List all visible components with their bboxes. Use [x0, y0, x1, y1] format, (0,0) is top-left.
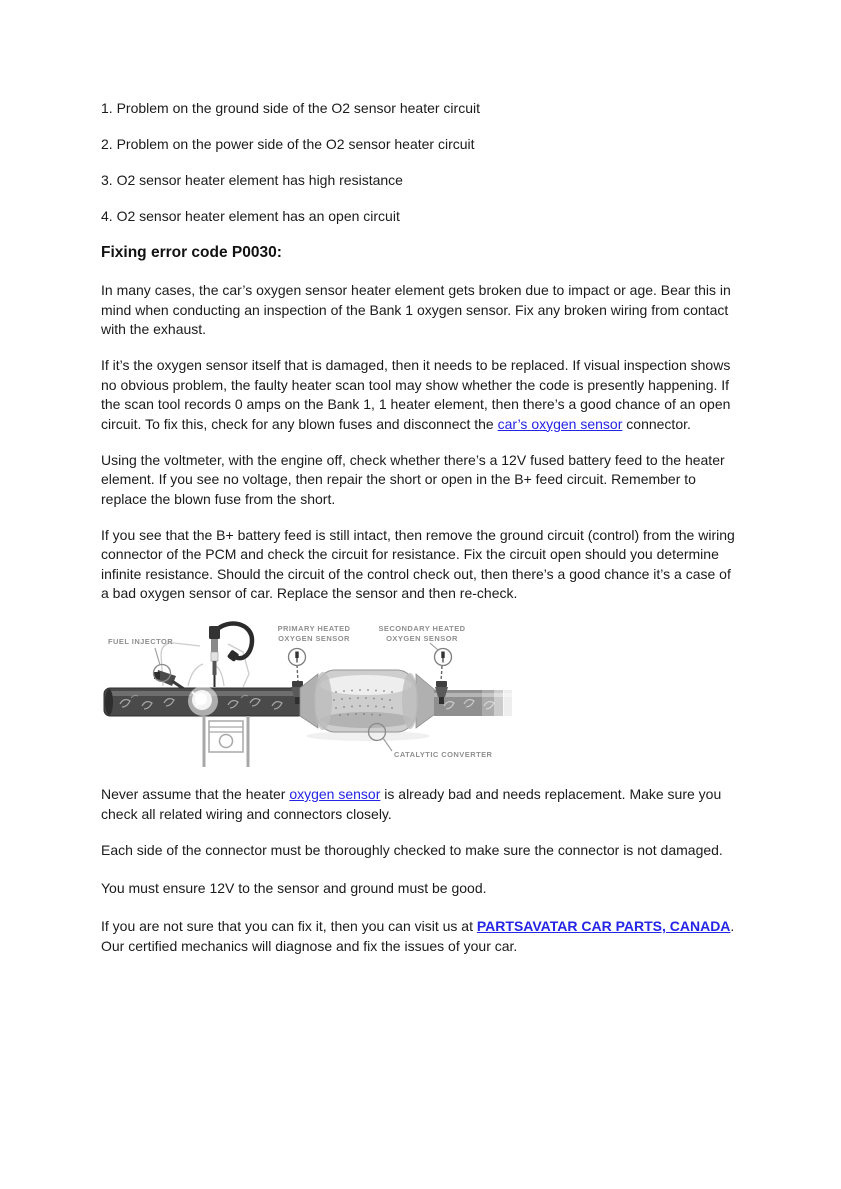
paragraph-inspection-tail: connector. [622, 415, 691, 432]
link-partsavatar[interactable]: PARTSAVATAR CAR PARTS, CANADA [476, 918, 731, 934]
list-item-4: 4. O2 sensor heater element has an open circuit [101, 208, 400, 224]
primary-sensor-label-line1: PRIMARY HEATED [277, 624, 351, 633]
secondary-sensor-label-line2: OXYGEN SENSOR [386, 634, 458, 643]
link-cars-oxygen-sensor[interactable]: car’s oxygen sensor [497, 415, 623, 432]
link-oxygen-sensor[interactable]: oxygen sensor [289, 786, 381, 802]
paragraph-inspection-text: If it’s the oxygen sensor itself that is damaged, then it needs to be replaced. If visual inspection shows no obvious problem, the faulty heater scan tool may show whether the code is presently happening. If the scan tool records 0 amps on the Bank 1, 1 heater element, then there’s a good chance of an open circuit. To fix this, check for any blown fuses and disconnect the [101, 357, 731, 432]
paragraph-never-assume [101, 785, 739, 824]
list-item-2: 2. Problem on the power side of the O2 sensor heater circuit [101, 136, 475, 152]
paragraph-ensure: You must ensure 12V to the sensor and ground must be good. [101, 880, 487, 896]
paragraph-bplus: If you see that the B+ battery feed is still intact, then remove the ground circuit (control) from the wiring connector of the PCM and check the circuit for resistance. Fix the circuit open should you determine infinite resistance. Should the circuit of the control check out, then there’s a good chance it’s a case of a bad oxygen sensor of car. Replace the sensor and then re-check. [101, 526, 735, 601]
exhaust-pipe-left [104, 686, 304, 716]
document-content [101, 99, 739, 973]
secondary-sensor-label-line1: SECONDARY HEATED [378, 624, 466, 633]
paragraph-visit-tail: . Our certified mechanics will diagnose and fix the issues of your car. [101, 918, 735, 954]
paragraph-impact: In many cases, the car’s oxygen sensor heater element gets broken due to impact or age. Bear this in mind when conducting an inspection of the Bank 1 oxygen sensor. Fix any broken wiring from contact with the exhaust. [101, 282, 731, 337]
list-item-1: 1. Problem on the ground side of the O2 sensor heater circuit [101, 100, 480, 116]
spark-plug [209, 623, 252, 687]
list-item-3: 3. O2 sensor heater element has high resistance [101, 172, 403, 188]
paragraph-visit-text: If you are not sure that you can fix it, then you can visit us at [101, 918, 477, 934]
paragraph-visit [101, 917, 739, 956]
paragraph-voltmeter: Using the voltmeter, with the engine off, check whether there’s a 12V fused battery feed to the heater element. If you see no voltage, then repair the short or open in the B+ feed circuit. Remember to replace the blown fuse from the short. [101, 451, 725, 507]
section-heading: Fixing error code P0030: [101, 244, 282, 261]
injector-leader-line [155, 648, 160, 665]
fuel-injector-label: FUEL INJECTOR [108, 637, 174, 646]
secondary-leader-line [430, 643, 438, 650]
paragraph-never-assume-text: Never assume that the heater [101, 786, 290, 802]
paragraph-never-assume-tail: is already bad and needs replacement. Make sure you check all related wiring and connectors closely. [101, 786, 722, 822]
combustion-glow [188, 686, 218, 716]
exhaust-system-diagram [100, 620, 512, 768]
catalytic-converter-label: CATALYTIC CONVERTER [394, 750, 493, 759]
piston-cylinder [204, 716, 248, 767]
paragraph-each-side: Each side of the connector must be thoroughly checked to make sure the connector is not damaged. [101, 841, 723, 858]
catalytic-converter [300, 670, 435, 751]
primary-sensor-label-line2: OXYGEN SENSOR [278, 634, 350, 643]
exhaust-diagram-svg [100, 620, 512, 768]
paragraph-inspection [101, 356, 739, 434]
